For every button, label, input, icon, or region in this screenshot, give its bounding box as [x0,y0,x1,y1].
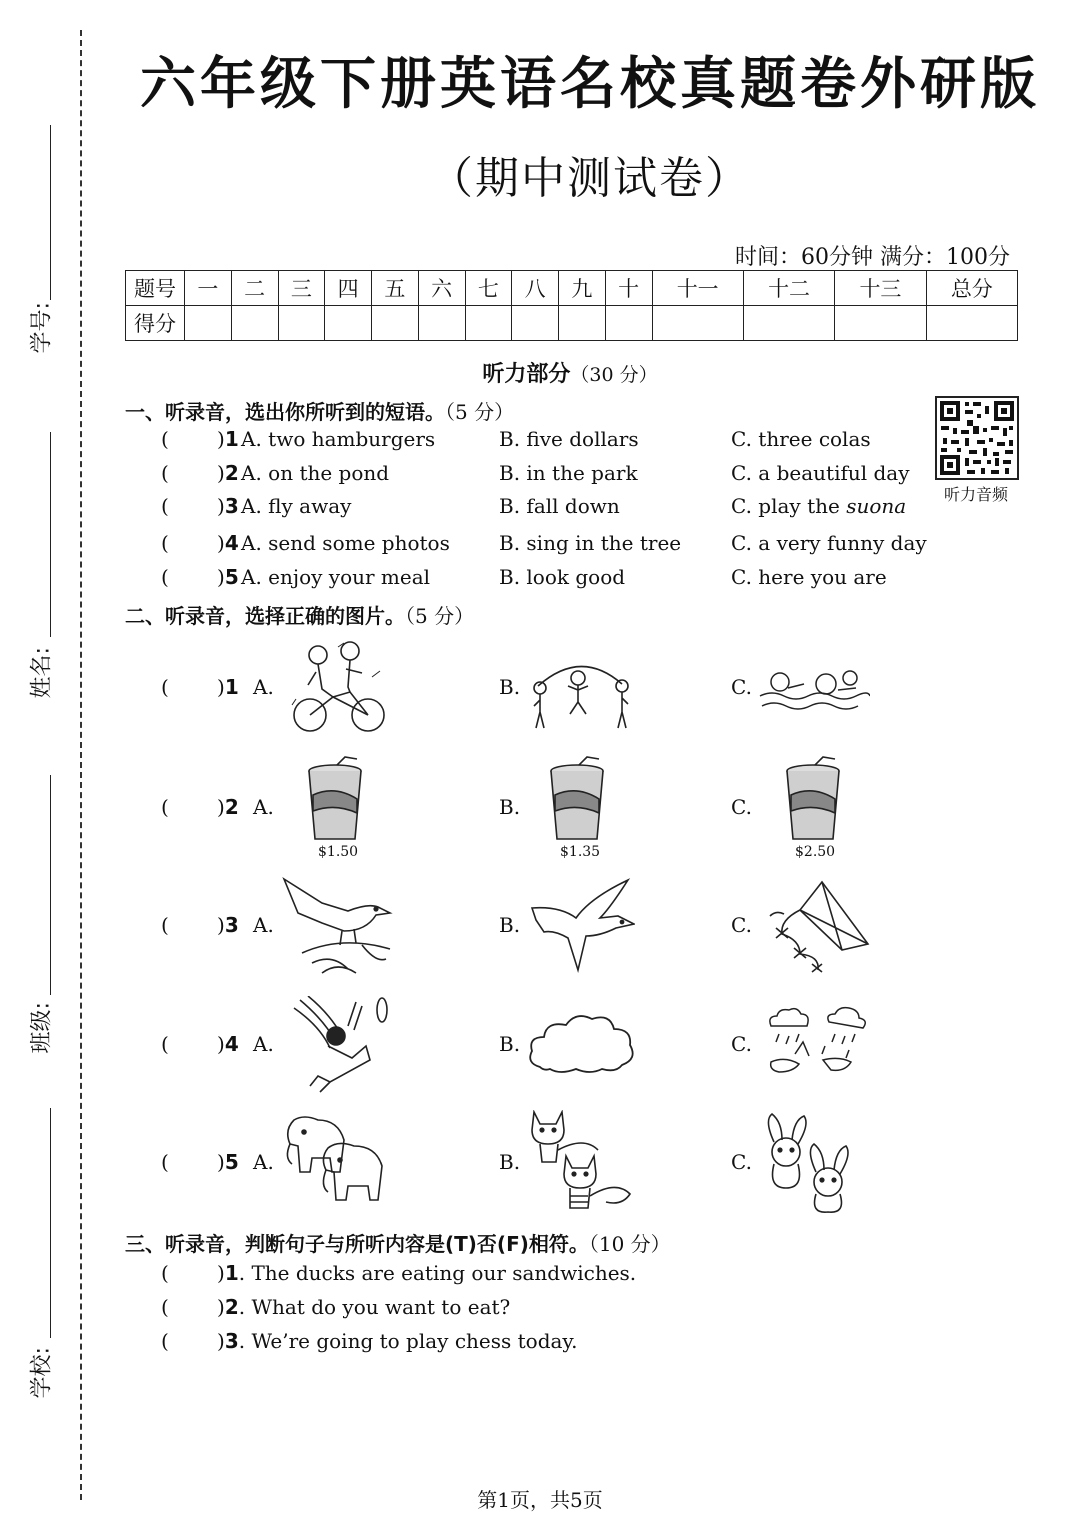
col-header: 六 [418,271,465,306]
paren-close: ) [217,531,225,555]
question-num: 5 [224,1150,239,1174]
col-header: 总分 [926,271,1017,306]
question-number [217,1295,510,1319]
score-cell[interactable] [372,306,419,341]
question-num: 2 [224,795,239,819]
page-footer: 第1页，共5页 [477,1488,603,1512]
section3-title-text: 三、听录音，判断句子与所听内容是(T)否(F)相符。 [125,1232,589,1256]
option-a: A. [253,675,274,699]
question-number [217,1150,239,1174]
kite-icon[interactable] [760,880,870,975]
cola-cup-icon[interactable] [305,755,365,843]
section3-title [125,1228,671,1257]
paren-close: ) [217,565,225,589]
question-number [217,675,239,699]
listening-heading-text: 听力部分 [482,362,571,387]
col-header: 四 [325,271,372,306]
page-subtitle: （期中测试卷） [429,153,751,204]
score-cell[interactable] [231,306,278,341]
question-number [217,1261,636,1285]
question-num: 5 [224,565,239,589]
option-c: C. three colas [731,427,871,451]
cats-icon[interactable] [526,1110,636,1212]
cloud-icon[interactable] [526,1011,636,1075]
section3-points: （10 分） [588,1232,671,1256]
col-header: 八 [512,271,559,306]
option-b: B. five dollars [499,427,639,451]
question-number [217,427,239,451]
answer-blank-open[interactable]: ( [161,565,169,589]
paren-close: ) [217,461,225,485]
binding-dashed-line [80,30,82,1500]
answer-blank-open[interactable]: ( [161,531,169,555]
option-c: C. here you are [731,565,887,589]
listening-heading-points: （30 分） [570,364,658,386]
kids-skipping-rope-icon[interactable] [526,656,636,731]
option-c: C. a very funny day [731,531,927,555]
listening-heading [0,357,1080,388]
answer-blank-open[interactable]: ( [161,1261,169,1285]
col-header: 十 [605,271,652,306]
children-swimming-icon[interactable] [758,660,870,715]
col-header: 二 [231,271,278,306]
option-a: A. [253,795,274,819]
exam-meta: 时间：60分钟 满分：100分 [735,245,1010,270]
class-blank-line[interactable] [50,775,51,995]
option-a: A. two hamburgers [241,427,436,451]
option-a: A. [253,1150,274,1174]
rabbits-icon[interactable] [758,1112,868,1214]
paren-close: ) [217,494,225,518]
col-header: 七 [465,271,512,306]
rainy-weather-icon[interactable] [765,1006,870,1078]
question-number [217,1032,239,1056]
section2-title-text: 二、听录音，选择正确的图片。 [125,604,405,628]
question-num: 2 [224,461,239,485]
col-header: 十二 [743,271,834,306]
paren-close: ) [217,1032,225,1056]
question-number-row [126,271,1018,306]
row-head-score: 得分 [126,306,185,341]
option-b: B. [499,913,521,937]
elephants-icon[interactable] [282,1110,392,1210]
list-item [125,1261,945,1291]
score-table [125,270,1018,341]
score-cell[interactable] [835,306,926,341]
question-num: 2 [224,1295,239,1319]
name-label: 姓名: [29,647,55,699]
question-num: 3 [224,913,239,937]
option-a: A. on the pond [241,461,390,485]
list-item [125,427,945,457]
score-cell[interactable] [743,306,834,341]
answer-blank-open[interactable]: ( [161,461,169,485]
question-num: 1 [224,675,239,699]
option-a: A. enjoy your meal [241,565,431,589]
col-header: 三 [278,271,325,306]
list-item [125,531,945,561]
paren-close: ) [217,1150,225,1174]
col-header: 一 [185,271,232,306]
qr-code-icon[interactable] [935,396,1019,480]
option-b: B. in the park [499,461,638,485]
name-blank-line[interactable] [50,432,51,637]
question-num: 4 [224,531,239,555]
option-c-text: C. play the [731,494,840,518]
paren-close: ) [217,1295,225,1319]
windy-weather-icon[interactable] [290,996,395,1096]
answer-blank-open[interactable]: ( [161,913,169,937]
option-b: B. [499,1150,521,1174]
option-b: B. [499,1032,521,1056]
option-c: C. [731,1032,752,1056]
school-blank-line[interactable] [50,1108,51,1338]
question-num: 1 [224,1261,239,1285]
option-b: B. fall down [499,494,620,518]
cola-cup-icon[interactable] [547,755,607,843]
question-number [217,461,239,485]
option-c: C. [731,795,752,819]
score-cell[interactable] [325,306,372,341]
answer-blank-open[interactable]: ( [161,795,169,819]
price-label-b: $1.35 [560,844,601,860]
class-label: 班级: [29,1002,55,1054]
option-c [731,494,906,518]
score-cell[interactable] [512,306,559,341]
price-label-c: $2.50 [795,844,836,860]
paren-close: ) [217,913,225,937]
paren-close: ) [217,795,225,819]
section1-points: （5 分） [445,400,515,424]
question-num: 3 [224,1329,239,1353]
qr-label: 听力音频 [943,485,1008,504]
student-id-blank-line[interactable] [50,125,51,300]
section1-title-text: 一、听录音，选出你所听到的短语。 [125,400,445,424]
paren-close: ) [217,1261,225,1285]
option-c: C. [731,913,752,937]
list-item [125,1295,945,1325]
option-a: A. [253,913,274,937]
list-item [125,461,945,491]
score-cell[interactable] [559,306,606,341]
option-a: A. send some photos [241,531,450,555]
score-cell[interactable] [652,306,743,341]
bird-on-branch-icon[interactable] [282,873,394,978]
page-title: 六年级下册英语名校真题卷外研版 [140,51,1040,117]
question-num: 1 [224,427,239,451]
paren-close: ) [217,675,225,699]
list-item [125,1329,945,1359]
paren-close: ) [217,427,225,451]
statement-text: . The ducks are eating our sandwiches. [238,1261,637,1285]
section2-title [125,600,474,629]
price-label-a: $1.50 [318,844,359,860]
student-id-label: 学号: [29,302,55,354]
score-cell[interactable] [605,306,652,341]
col-header: 十一 [652,271,743,306]
question-number [217,795,239,819]
col-header: 九 [559,271,606,306]
list-item [125,494,945,524]
option-b: B. look good [499,565,626,589]
option-c-italic: suona [846,494,907,518]
option-c: C. [731,1150,752,1174]
section1-title [125,396,514,425]
answer-blank-open[interactable]: ( [161,1329,169,1353]
question-number [217,913,239,937]
score-cell[interactable] [926,306,1017,341]
answer-blank-open[interactable]: ( [161,427,169,451]
school-label: 学校: [29,1347,55,1399]
option-c: C. a beautiful day [731,461,910,485]
paren-close: ) [217,1329,225,1353]
score-cell[interactable] [465,306,512,341]
answer-blank-open[interactable]: ( [161,494,169,518]
score-cell[interactable] [185,306,232,341]
kids-on-tandem-bike-icon[interactable] [288,637,388,737]
col-header: 五 [372,271,419,306]
question-num: 4 [224,1032,239,1056]
question-num: 3 [224,494,239,518]
row-head-question: 题号 [126,271,185,306]
question-number [217,1329,577,1353]
option-b: B. [499,795,521,819]
cola-cup-icon[interactable] [783,755,843,843]
score-cell[interactable] [278,306,325,341]
flying-bird-icon[interactable] [530,878,635,973]
list-item [125,565,945,595]
statement-text: . What do you want to eat? [238,1295,511,1319]
col-header: 十三 [835,271,926,306]
option-b: B. [499,675,521,699]
score-row [126,306,1018,341]
question-number [217,494,239,518]
option-c: C. [731,675,752,699]
answer-blank-open[interactable]: ( [161,1295,169,1319]
answer-blank-open[interactable]: ( [161,1150,169,1174]
answer-blank-open[interactable]: ( [161,675,169,699]
answer-blank-open[interactable]: ( [161,1032,169,1056]
option-a: A. [253,1032,274,1056]
option-a: A. fly away [241,494,352,518]
question-number [217,531,239,555]
score-cell[interactable] [418,306,465,341]
question-number [217,565,239,589]
statement-text: . We’re going to play chess today. [238,1329,578,1353]
section2-points: （5 分） [405,604,475,628]
option-b: B. sing in the tree [499,531,682,555]
